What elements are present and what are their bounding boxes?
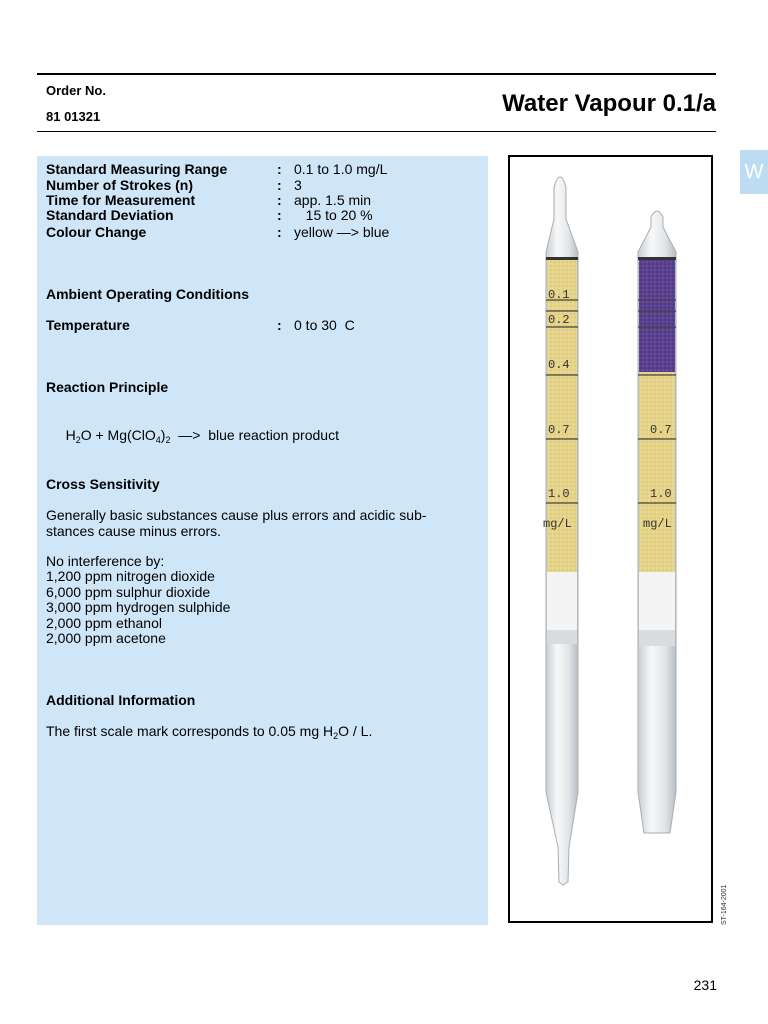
interference-item: 3,000 ppm hydrogen sulphide — [46, 599, 231, 615]
scale-label: 0.4 — [548, 358, 570, 372]
spec-label: Colour Change — [46, 224, 147, 240]
scale-label: 1.0 — [650, 487, 672, 501]
temperature-value: 0 to 30 C — [294, 317, 355, 333]
formula-product: —> blue reaction product — [170, 426, 339, 443]
temperature-label: Temperature — [46, 317, 130, 333]
cross-sensitivity-text: Generally basic substances cause plus errors and acidic sub-stances cause minus errors. — [46, 507, 427, 539]
unused-tube — [543, 177, 578, 885]
blue-reacted-layer — [639, 260, 675, 372]
scale-unit: mg/L — [643, 517, 672, 531]
formula-sub: 2 — [75, 434, 81, 445]
top-rule — [37, 73, 716, 75]
temperature-colon: : — [277, 317, 282, 333]
spec-label: Time for Measurement — [46, 192, 196, 208]
yellow-indicator-layer — [639, 372, 675, 572]
page-number: 231 — [693, 977, 717, 993]
image-code: ST-164-2001 — [721, 884, 728, 925]
used-tube — [638, 211, 676, 833]
scale-label: 0.7 — [548, 423, 570, 437]
spec-colon: : — [277, 224, 282, 240]
spec-label: Number of Strokes (n) — [46, 177, 194, 193]
spec-value: app. 1.5 min — [294, 192, 372, 208]
no-interference-label: No interference by: — [46, 553, 165, 569]
spec-value: 3 — [294, 177, 302, 193]
interference-item: 2,000 ppm acetone — [46, 630, 166, 646]
additional-text-a: The first scale mark corresponds to 0.05 mg H — [46, 723, 334, 739]
white-layer — [547, 572, 577, 630]
spec-colon: : — [277, 177, 282, 193]
interference-item: 2,000 ppm ethanol — [46, 615, 162, 631]
formula-sub: 4 — [155, 434, 161, 445]
ambient-heading: Ambient Operating Conditions — [46, 286, 249, 302]
section-tab-w: W — [740, 150, 768, 194]
interference-item: 6,000 ppm sulphur dioxide — [46, 584, 211, 600]
tube-image-frame — [508, 155, 713, 923]
page-title: Water Vapour 0.1/a — [502, 90, 716, 117]
additional-info-text — [46, 724, 476, 740]
white-layer — [639, 572, 675, 630]
additional-text-b: O / L. — [338, 723, 373, 739]
filter-layer — [639, 630, 675, 646]
tubes-illustration — [510, 157, 711, 921]
formula-h: H — [65, 426, 76, 443]
scale-label: 0.7 — [650, 423, 672, 437]
cross-sensitivity-heading: Cross Sensitivity — [46, 476, 160, 492]
interference-item: 1,200 ppm nitrogen dioxide — [46, 568, 215, 584]
filter-layer — [547, 630, 577, 644]
info-panel — [37, 156, 488, 925]
spec-label: Standard Deviation — [46, 207, 174, 223]
spec-label: Standard Measuring Range — [46, 161, 228, 177]
scale-unit: mg/L — [543, 517, 572, 531]
spec-colon: : — [277, 207, 282, 223]
reaction-heading: Reaction Principle — [46, 379, 169, 395]
formula-sub: 2 — [165, 434, 171, 445]
spec-value: 15 to 20 % — [294, 207, 373, 223]
order-label: Order No. — [46, 83, 106, 98]
scale-label: 1.0 — [548, 487, 570, 501]
formula-paren: ) — [160, 426, 166, 443]
order-number: 81 01321 — [46, 109, 101, 124]
formula-o-mg: O + Mg(ClO — [80, 426, 156, 443]
spec-value: yellow —> blue — [294, 224, 390, 240]
spec-colon: : — [277, 192, 282, 208]
header-bottom-rule — [37, 131, 716, 132]
additional-sub: 2 — [333, 731, 339, 741]
scale-label: 0.2 — [548, 313, 570, 327]
reaction-formula — [50, 412, 480, 459]
spec-colon: : — [277, 161, 282, 177]
scale-label: 0.1 — [548, 288, 570, 302]
spec-value: 0.1 to 1.0 mg/L — [294, 161, 388, 177]
additional-info-heading: Additional Information — [46, 692, 196, 708]
